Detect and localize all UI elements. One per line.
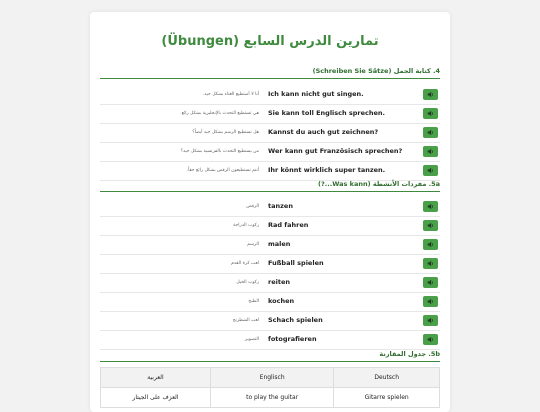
exercise-row bbox=[100, 143, 440, 162]
play-audio-button[interactable] bbox=[423, 89, 438, 100]
section-5a-heading: 5a. مفردات الأنشطة (Was kann...?) bbox=[100, 180, 440, 192]
exercise-row bbox=[100, 105, 440, 124]
arabic-translation: ركوب الدراجة bbox=[233, 223, 259, 228]
play-audio-button[interactable] bbox=[423, 201, 438, 212]
german-text: malen bbox=[268, 240, 291, 248]
german-text: Schach spielen bbox=[268, 316, 323, 324]
arabic-translation: التصوير bbox=[245, 337, 259, 342]
column-header-german: Deutsch bbox=[334, 368, 440, 388]
exercise-row bbox=[100, 217, 440, 236]
arabic-translation: هل تستطيع الرسم بشكل جيد أيضاً؟ bbox=[192, 130, 259, 135]
play-audio-button[interactable] bbox=[423, 220, 438, 231]
german-text: Wer kann gut Französisch sprechen? bbox=[268, 147, 403, 155]
arabic-translation: ركوب الخيل bbox=[236, 280, 259, 285]
play-audio-button[interactable] bbox=[423, 146, 438, 157]
arabic-translation: أنتم تستطيعون الرقص بشكل رائع حقاً. bbox=[186, 168, 259, 173]
arabic-translation: أنا لا أستطيع الغناء بشكل جيد. bbox=[202, 92, 259, 97]
column-header-arabic: العربية bbox=[101, 368, 211, 388]
german-text: tanzen bbox=[268, 202, 293, 210]
exercise-row bbox=[100, 236, 440, 255]
arabic-translation: هي تستطيع التحدث بالإنجليزية بشكل رائع. bbox=[180, 111, 259, 116]
play-audio-button[interactable] bbox=[423, 258, 438, 269]
page-title: تمارين الدرس السابع (Übungen) bbox=[161, 34, 379, 49]
arabic-translation: من يستطيع التحدث بالفرنسية بشكل جيد؟ bbox=[180, 149, 259, 154]
arabic-translation: الرسم bbox=[247, 242, 259, 247]
german-text: Kannst du auch gut zeichnen? bbox=[268, 128, 379, 136]
play-audio-button[interactable] bbox=[423, 108, 438, 119]
play-audio-button[interactable] bbox=[423, 296, 438, 307]
play-audio-button[interactable] bbox=[423, 165, 438, 176]
table-cell-arabic: العزف على الجيتار bbox=[101, 388, 211, 408]
exercise-row bbox=[100, 331, 440, 350]
german-text: reiten bbox=[268, 278, 290, 286]
section-5b-heading: 5b. جدول المقارنة bbox=[100, 350, 440, 362]
exercise-row bbox=[100, 86, 440, 105]
play-audio-button[interactable] bbox=[423, 127, 438, 138]
play-audio-button[interactable] bbox=[423, 315, 438, 326]
table-cell-german: Gitarre spielen bbox=[334, 388, 440, 408]
arabic-translation: الطبخ bbox=[248, 299, 259, 304]
exercise-row bbox=[100, 198, 440, 217]
column-header-english: Englisch bbox=[210, 368, 333, 388]
table-header-row bbox=[101, 368, 440, 388]
exercise-row bbox=[100, 124, 440, 143]
play-audio-button[interactable] bbox=[423, 277, 438, 288]
exercise-row bbox=[100, 274, 440, 293]
exercise-card bbox=[90, 12, 450, 412]
german-text: Fußball spielen bbox=[268, 259, 324, 267]
exercise-row bbox=[100, 162, 440, 181]
table-cell-english: to play the guitar bbox=[210, 388, 333, 408]
play-audio-button[interactable] bbox=[423, 239, 438, 250]
arabic-translation: لعب الشطرنج bbox=[232, 318, 259, 323]
german-text: kochen bbox=[268, 297, 295, 305]
german-text: Rad fahren bbox=[268, 221, 309, 229]
arabic-translation: الرقص bbox=[246, 204, 259, 209]
arabic-translation: لعب كرة القدم bbox=[231, 261, 259, 266]
german-text: fotografieren bbox=[268, 335, 317, 343]
german-text: Ich kann nicht gut singen. bbox=[268, 90, 364, 98]
german-text: Sie kann toll Englisch sprechen. bbox=[268, 109, 386, 117]
exercise-row bbox=[100, 312, 440, 331]
exercise-row bbox=[100, 255, 440, 274]
section-4-heading: 4. كتابة الجمل (Schreiben Sie Sätze) bbox=[100, 67, 440, 79]
exercise-row bbox=[100, 293, 440, 312]
comparison-table bbox=[100, 367, 440, 408]
play-audio-button[interactable] bbox=[423, 334, 438, 345]
german-text: Ihr könnt wirklich super tanzen. bbox=[268, 166, 386, 174]
